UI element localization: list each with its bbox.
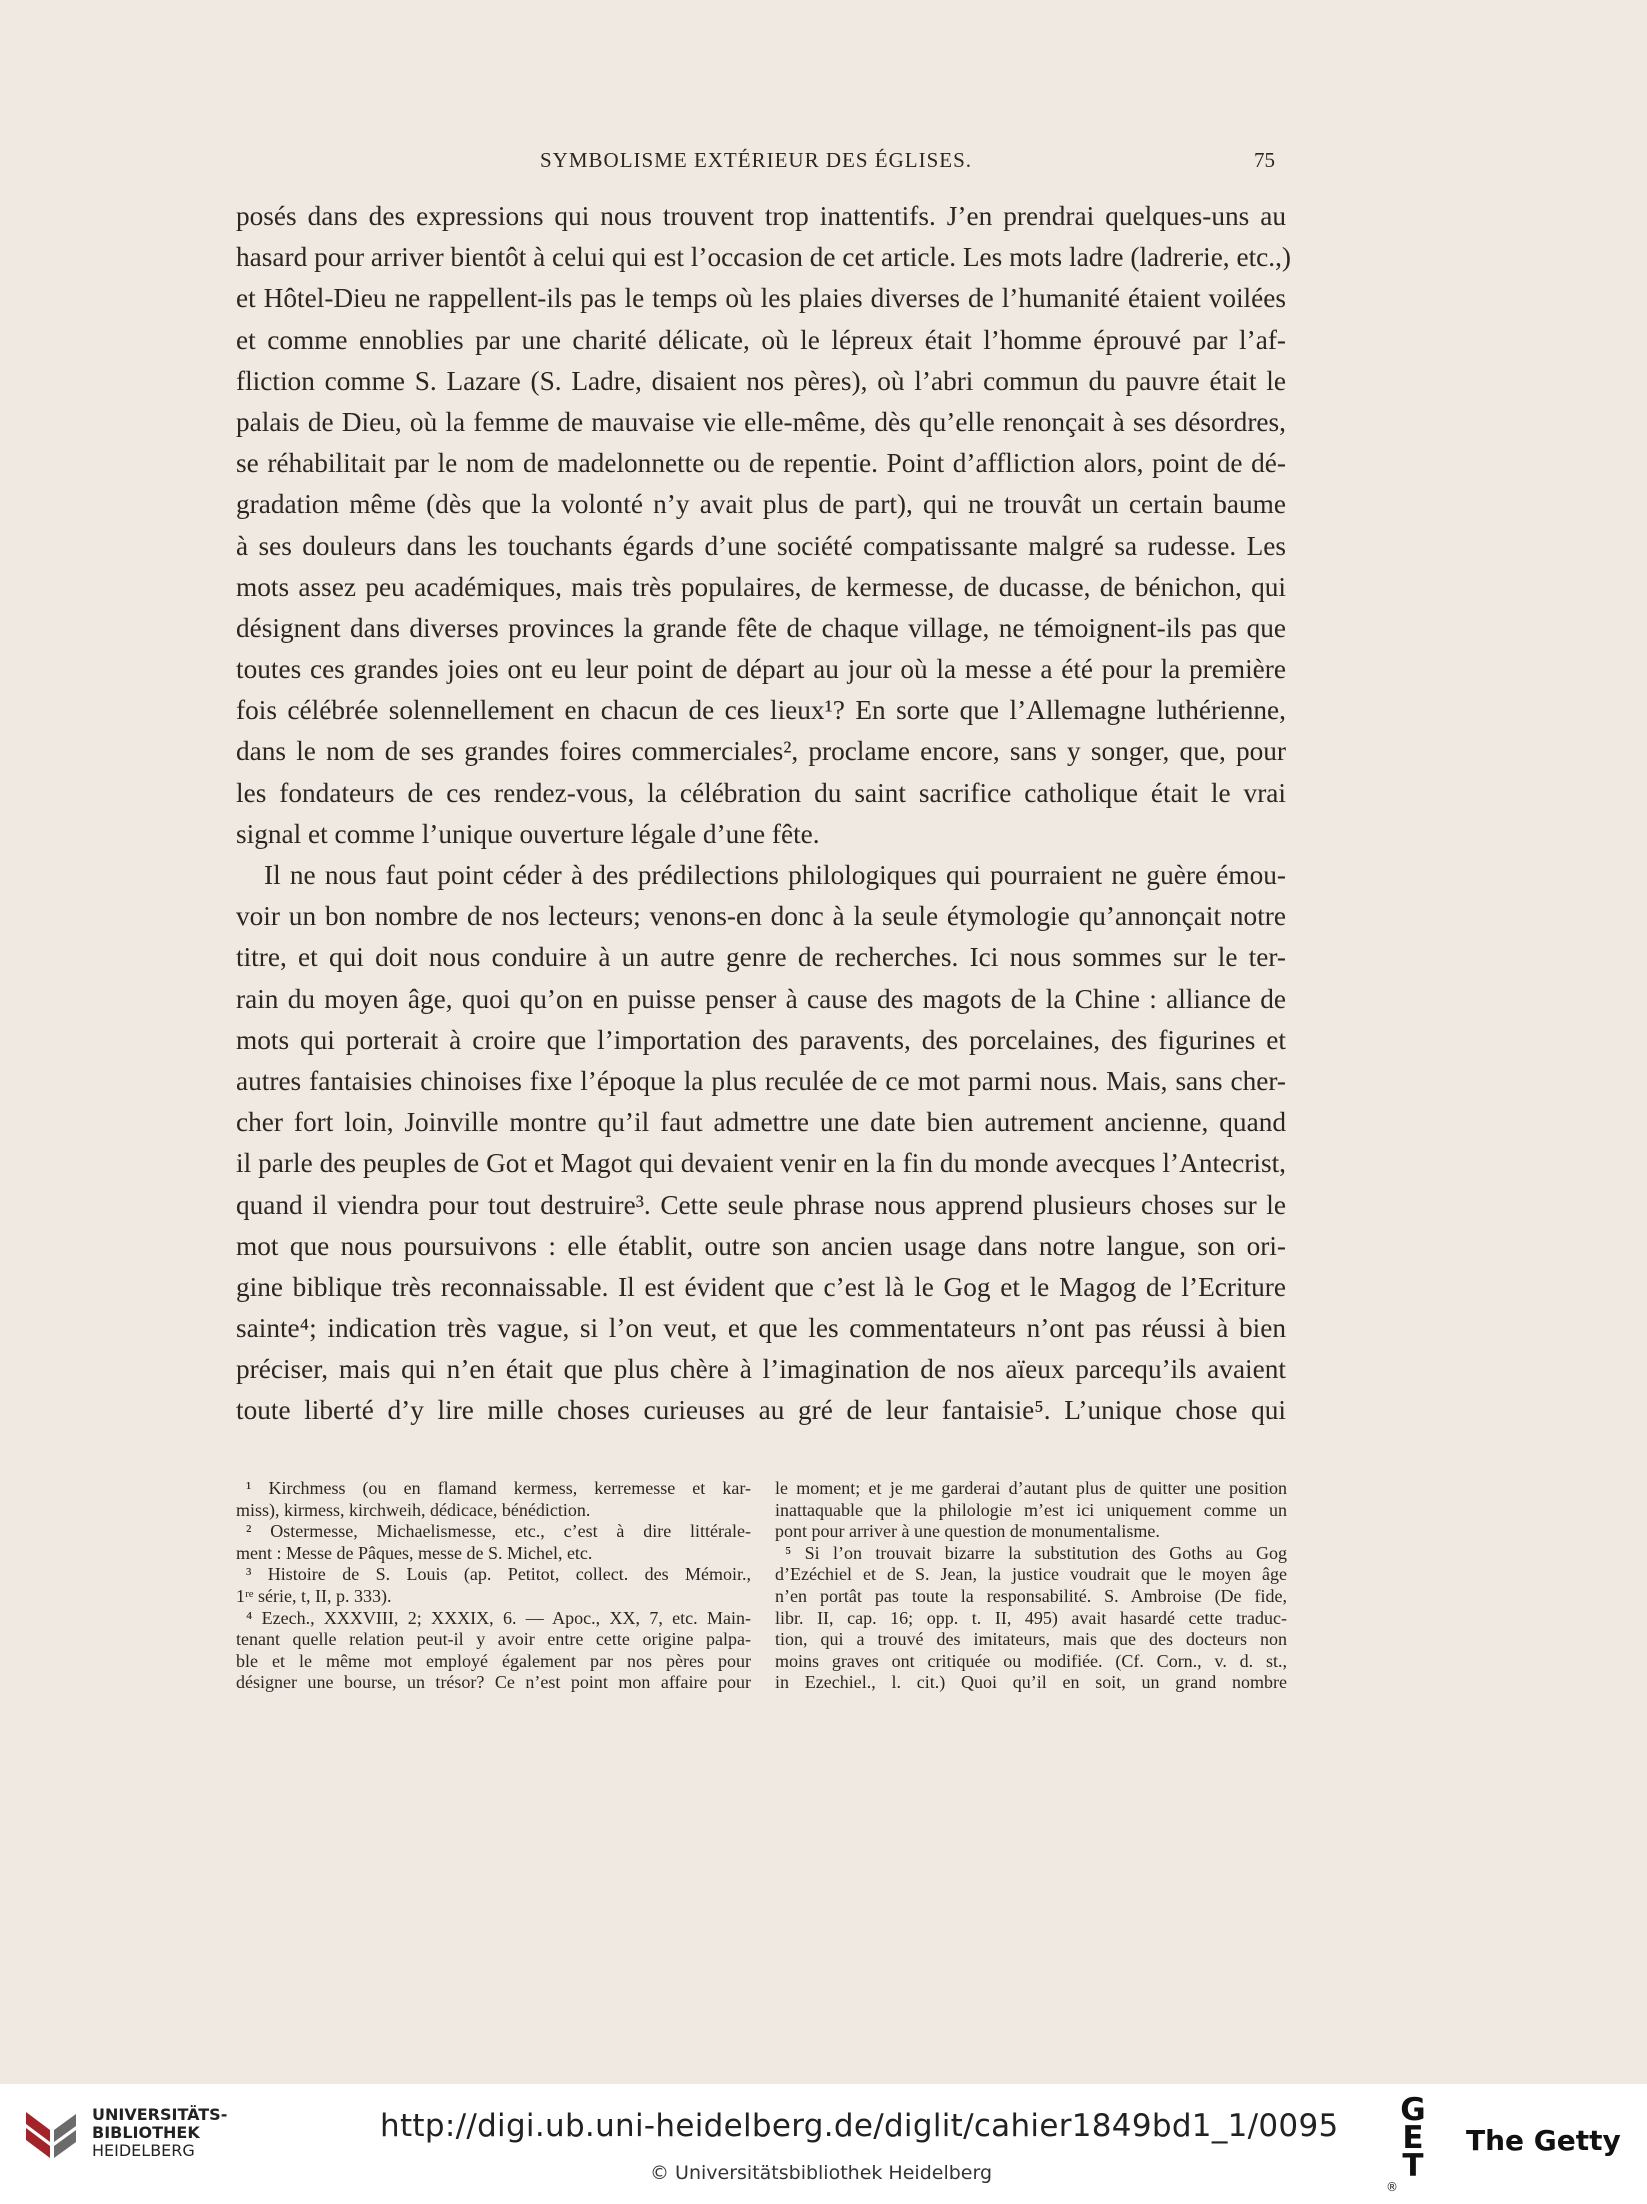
getty-name: The Getty (1466, 2124, 1621, 2157)
body-line: cher fort loin, Joinville montre qu’il faut admettre une date bien autrement ancienne, quand (236, 1107, 1286, 1138)
library-name-line: HEIDELBERG (92, 2141, 195, 2160)
body-line: fois célébrée solennellement en chacun de ces lieux¹? En sorte que l’Allemagne luthérienne, (236, 695, 1286, 726)
body-line: sainte⁴; indication très vague, si l’on veut, et que les commentateurs n’ont pas réussi à bien (236, 1313, 1286, 1344)
body-line: titre, et qui doit nous conduire à un autre genre de recherches. Ici nous sommes sur le ter- (236, 942, 1286, 973)
library-name-line: UNIVERSITÄTS- (92, 2105, 228, 2124)
library-name (92, 2106, 227, 2160)
copyright-notice: © Universitätsbibliothek Heidelberg (650, 2162, 993, 2184)
body-line: signal et comme l’unique ouverture légale d’une fête. (236, 818, 820, 849)
getty-logo-letter: G (1400, 2092, 1426, 2128)
body-line: gine biblique très reconnaissable. Il est évident que c’est là le Gog et le Magog de l’Ecriture (236, 1271, 1286, 1302)
getty-logo-letter: T (1402, 2148, 1424, 2184)
body-line: toute liberté d’y lire mille choses curieuses au gré de leur fantaisie⁵. L’unique chose qui (236, 1395, 1286, 1426)
footnote-line: 1ʳᵉ série, t, II, p. 333). (236, 1585, 392, 1606)
body-line: autres fantaisies chinoises fixe l’époque la plus reculée de ce mot parmi nous. Mais, sans cher- (236, 1065, 1286, 1096)
body-line: se réhabilitait par le nom de madelonnette ou de repentie. Point d’affliction alors, point de dé- (236, 448, 1286, 479)
body-line: posés dans des expressions qui nous trouvent trop inattentifs. J’en prendrai quelques-uns au (236, 201, 1286, 231)
body-line: et comme ennoblies par une charité délicate, où le lépreux était l’homme éprouvé par l’af- (236, 324, 1286, 355)
body-line: Il ne nous faut point céder à des prédilections philologiques qui pourraient ne guère émou- (264, 860, 1286, 890)
permalink-url[interactable]: http://digi.ub.uni-heidelberg.de/diglit/cahier1849bd1_1/0095 (380, 2108, 1339, 2144)
body-text (236, 196, 1292, 1432)
running-head: SYMBOLISME EXTÉRIEUR DES ÉGLISES. (540, 148, 973, 172)
body-line: palais de Dieu, où la femme de mauvaise vie elle-même, dès qu’elle renonçait à ses désordres, (236, 406, 1286, 437)
footnote-line: pont pour arriver à une question de monumentalisme. (775, 1521, 1160, 1542)
footnote-line: ⁴ Ezech., XXXVIII, 2; XXXIX, 6. — Apoc., XX, 7, etc. Main- (246, 1607, 751, 1628)
body-line: rain du moyen âge, quoi qu’on en puisse penser à cause des magots de la Chine : alliance de (236, 983, 1286, 1014)
body-line: les fondateurs de ces rendez-vous, la célébration du saint sacrifice catholique était le vrai (236, 777, 1286, 808)
registered-mark: ® (1386, 2180, 1398, 2194)
footnote-line: le moment; et je me garderai d’autant plus de quitter une position (775, 1478, 1287, 1498)
footnote-line: d’Ezéchiel et de S. Jean, la justice voudrait que le moyen âge (775, 1564, 1287, 1585)
body-line: et Hôtel-Dieu ne rappellent-ils pas le temps où les plaies diverses de l’humanité étaient voilées (236, 283, 1286, 314)
library-logo-icon[interactable] (20, 2102, 82, 2164)
footnote-line: ment : Messe de Pâques, messe de S. Michel, etc. (236, 1542, 593, 1563)
getty-logo-letter: E (1402, 2120, 1424, 2156)
body-line: toutes ces grandes joies ont eu leur point de départ au jour où la messe a été pour la première (236, 654, 1286, 685)
body-line: fliction comme S. Lazare (S. Ladre, disaient nos pères), où l’abri commun du pauvre était le (236, 365, 1286, 396)
body-line: dans le nom de ses grandes foires commerciales², proclame encore, sans y songer, que, pour (236, 736, 1286, 767)
footnote-line: miss), kirmess, kirchweih, dédicace, bénédiction. (236, 1499, 591, 1520)
footnote-line: ⁵ Si l’on trouvait bizarre la substitution des Goths au Gog (785, 1542, 1287, 1563)
footnote-line: in Ezechiel., l. cit.) Quoi qu’il en soit, un grand nombre (775, 1672, 1287, 1693)
body-line: quand il viendra pour tout destruire³. Cette seule phrase nous apprend plusieurs choses sur le (236, 1189, 1286, 1220)
body-line: préciser, mais qui n’en était que plus chère à l’imagination de nos aïeux parcequ’ils avaient (236, 1354, 1286, 1385)
footnote-line: libr. II, cap. 16; opp. t. II, 495) avait hasardé cette traduc- (775, 1607, 1287, 1628)
footnote-line: ² Ostermesse, Michaelismesse, etc., c’est à dire littérale- (246, 1521, 751, 1542)
page-number: 75 (1254, 148, 1275, 172)
footnote-line: désigner une bourse, un trésor? Ce n’est point mon affaire pour (236, 1672, 751, 1693)
body-line: il parle des peuples de Got et Magot qui devaient venir en la fin du monde avecques l’Antecrist, (236, 1148, 1286, 1179)
footnote-line: n’en portât pas toute la responsabilité. S. Ambroise (De fide, (775, 1585, 1287, 1606)
footnotes-right-column (775, 1478, 1287, 1694)
footnote-line: ble et le même mot employé également par nos pères pour (236, 1650, 751, 1671)
body-line: gradation même (dès que la volonté n’y avait plus de part), qui ne trouvât un certain baume (236, 489, 1286, 520)
footnote-line: tenant quelle relation peut-il y avoir entre cette origine palpa- (236, 1629, 751, 1650)
body-line: à ses douleurs dans les touchants égards d’une société compatissante malgré sa rudesse. Les (236, 530, 1286, 561)
body-line: mot que nous poursuivons : elle établit, outre son ancien usage dans notre langue, son ori- (236, 1230, 1286, 1261)
body-line: hasard pour arriver bientôt à celui qui est l’occasion de cet article. Les mots ladre (ladrerie, etc.,) (236, 242, 1292, 273)
footnote-line: ¹ Kirchmess (ou en flamand kermess, kerremesse et kar- (246, 1478, 751, 1498)
library-name-line: BIBLIOTHEK (92, 2123, 200, 2142)
footnote-line: ³ Histoire de S. Louis (ap. Petitot, collect. des Mémoir., (246, 1564, 751, 1585)
footnote-line: tion, qui a trouvé des imitateurs, mais que des docteurs non (775, 1629, 1287, 1650)
footnotes-left-column (236, 1478, 751, 1694)
body-line: désignent dans diverses provinces la grande fête de chaque village, ne témoignent-ils pas que (236, 612, 1286, 643)
viewer-footer (0, 2084, 1647, 2204)
footnote-line: moins graves ont critiquée ou modifiée. (Cf. Corn., v. d. st., (775, 1650, 1287, 1671)
body-line: voir un bon nombre de nos lecteurs; venons-en donc à la seule étymologie qu’annonçait notre (236, 901, 1286, 932)
footnote-line: inattaquable que la philologie m’est ici uniquement comme un (775, 1499, 1287, 1520)
getty-logo-icon[interactable] (1382, 2092, 1444, 2184)
body-line: mots qui porterait à croire que l’importation des paravents, des porcelaines, des figurines et (236, 1024, 1286, 1055)
body-line: mots assez peu académiques, mais très populaires, de kermesse, de ducasse, de bénichon, qui (236, 571, 1286, 602)
